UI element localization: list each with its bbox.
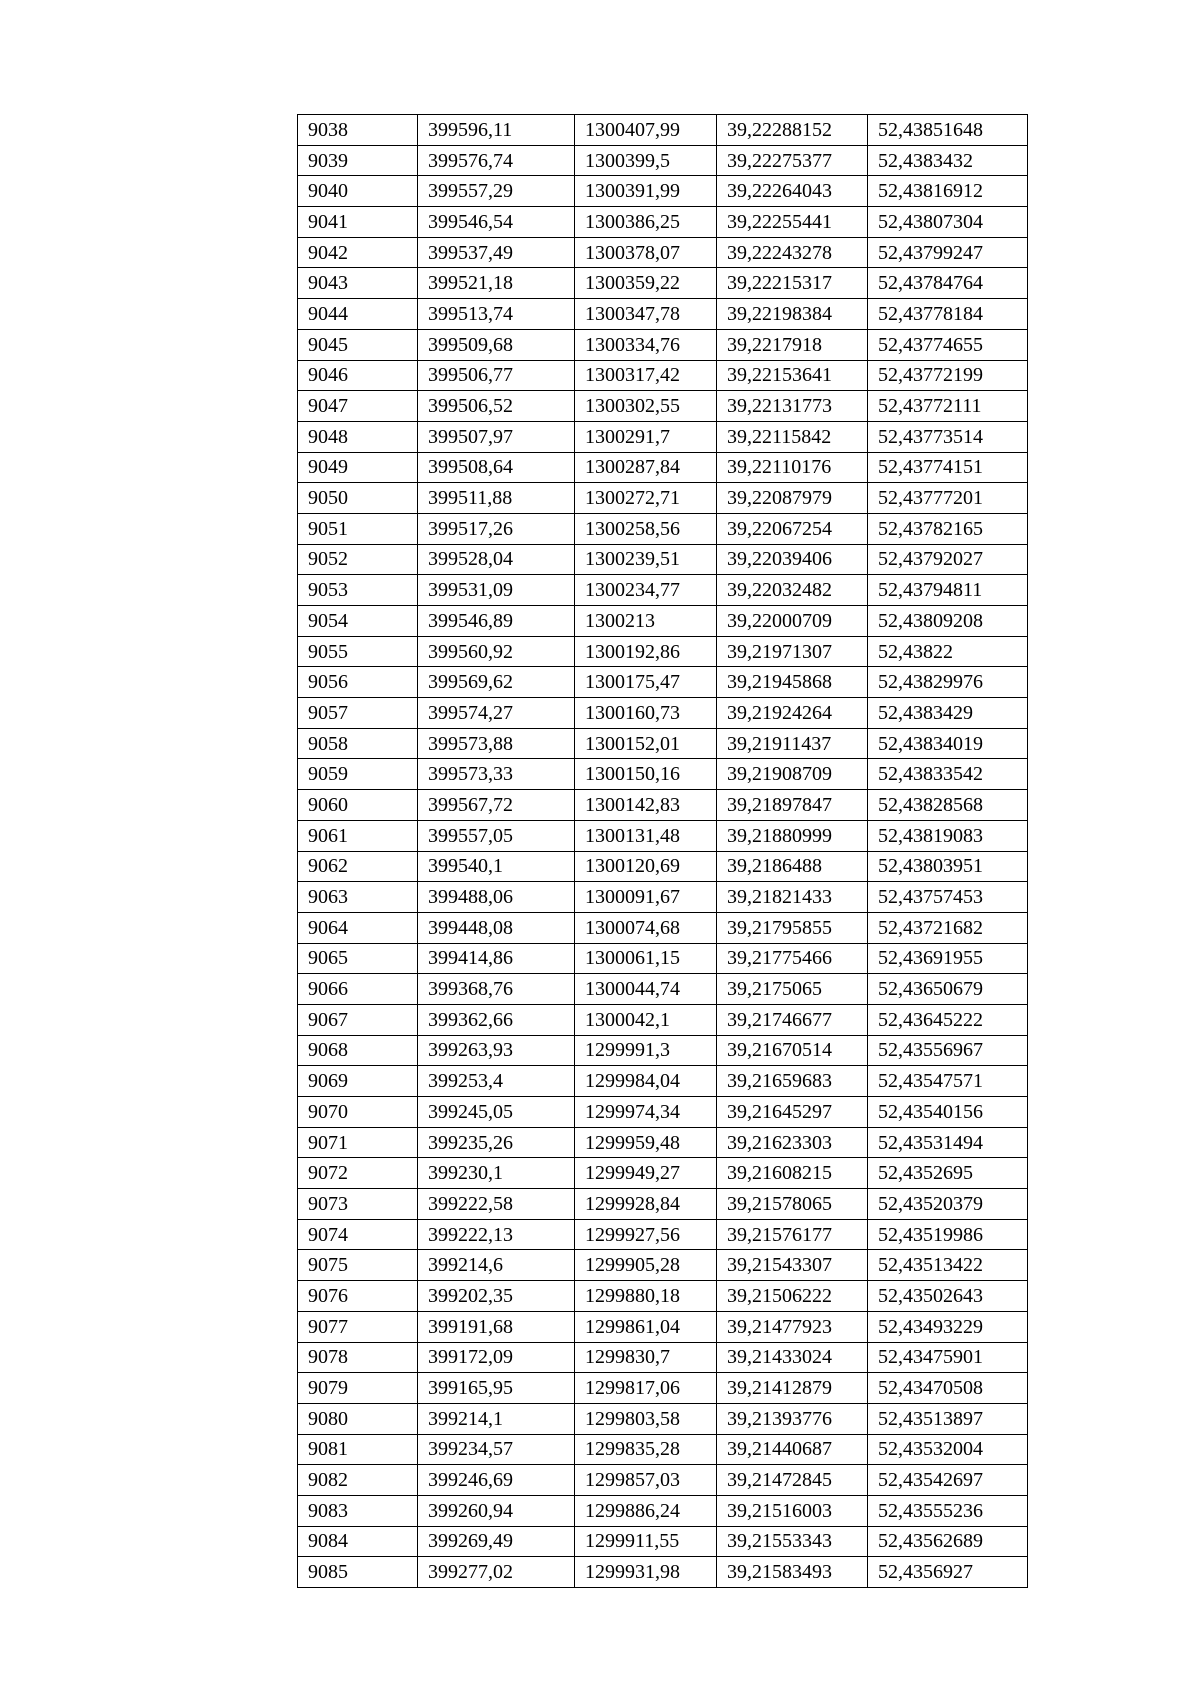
longitude-cell: 39,2186488 [717, 851, 868, 882]
longitude-cell: 39,21472845 [717, 1465, 868, 1496]
latitude-cell: 52,43470508 [868, 1373, 1028, 1404]
x-coordinate-cell: 399448,08 [418, 912, 575, 943]
x-coordinate-cell: 399596,11 [418, 115, 575, 146]
y-coordinate-cell: 1300150,16 [575, 759, 717, 790]
point-id-cell: 9073 [298, 1189, 418, 1220]
point-id-cell: 9054 [298, 606, 418, 637]
point-id-cell: 9077 [298, 1311, 418, 1342]
longitude-cell: 39,21775466 [717, 943, 868, 974]
longitude-cell: 39,22264043 [717, 176, 868, 207]
point-id-cell: 9049 [298, 452, 418, 483]
point-id-cell: 9053 [298, 575, 418, 606]
table-row [298, 790, 1028, 821]
longitude-cell: 39,21746677 [717, 1004, 868, 1035]
point-id-cell: 9078 [298, 1342, 418, 1373]
x-coordinate-cell: 399414,86 [418, 943, 575, 974]
coordinates-table-body [298, 115, 1028, 1588]
longitude-cell: 39,21433024 [717, 1342, 868, 1373]
latitude-cell: 52,43547571 [868, 1066, 1028, 1097]
y-coordinate-cell: 1299830,7 [575, 1342, 717, 1373]
x-coordinate-cell: 399165,95 [418, 1373, 575, 1404]
y-coordinate-cell: 1299880,18 [575, 1281, 717, 1312]
x-coordinate-cell: 399245,05 [418, 1097, 575, 1128]
x-coordinate-cell: 399263,93 [418, 1035, 575, 1066]
longitude-cell: 39,21795855 [717, 912, 868, 943]
table-row [298, 1434, 1028, 1465]
y-coordinate-cell: 1299886,24 [575, 1495, 717, 1526]
longitude-cell: 39,22215317 [717, 268, 868, 299]
latitude-cell: 52,43757453 [868, 882, 1028, 913]
point-id-cell: 9080 [298, 1403, 418, 1434]
table-row [298, 728, 1028, 759]
x-coordinate-cell: 399506,77 [418, 360, 575, 391]
latitude-cell: 52,43773514 [868, 421, 1028, 452]
point-id-cell: 9076 [298, 1281, 418, 1312]
latitude-cell: 52,43834019 [868, 728, 1028, 759]
x-coordinate-cell: 399528,04 [418, 544, 575, 575]
table-row [298, 1189, 1028, 1220]
table-row [298, 1403, 1028, 1434]
latitude-cell: 52,43794811 [868, 575, 1028, 606]
table-row [298, 1342, 1028, 1373]
x-coordinate-cell: 399488,06 [418, 882, 575, 913]
longitude-cell: 39,21623303 [717, 1127, 868, 1158]
y-coordinate-cell: 1300347,78 [575, 299, 717, 330]
y-coordinate-cell: 1300160,73 [575, 698, 717, 729]
longitude-cell: 39,22067254 [717, 513, 868, 544]
point-id-cell: 9039 [298, 145, 418, 176]
latitude-cell: 52,4356927 [868, 1557, 1028, 1588]
longitude-cell: 39,21440687 [717, 1434, 868, 1465]
table-row [298, 1526, 1028, 1557]
point-id-cell: 9055 [298, 636, 418, 667]
point-id-cell: 9057 [298, 698, 418, 729]
latitude-cell: 52,43650679 [868, 974, 1028, 1005]
latitude-cell: 52,43540156 [868, 1097, 1028, 1128]
point-id-cell: 9065 [298, 943, 418, 974]
table-row [298, 1127, 1028, 1158]
y-coordinate-cell: 1300120,69 [575, 851, 717, 882]
latitude-cell: 52,4383432 [868, 145, 1028, 176]
x-coordinate-cell: 399513,74 [418, 299, 575, 330]
x-coordinate-cell: 399573,33 [418, 759, 575, 790]
latitude-cell: 52,43645222 [868, 1004, 1028, 1035]
y-coordinate-cell: 1300272,71 [575, 483, 717, 514]
latitude-cell: 52,43542697 [868, 1465, 1028, 1496]
point-id-cell: 9062 [298, 851, 418, 882]
table-row [298, 176, 1028, 207]
y-coordinate-cell: 1300317,42 [575, 360, 717, 391]
point-id-cell: 9047 [298, 391, 418, 422]
y-coordinate-cell: 1299931,98 [575, 1557, 717, 1588]
latitude-cell: 52,43520379 [868, 1189, 1028, 1220]
point-id-cell: 9070 [298, 1097, 418, 1128]
x-coordinate-cell: 399260,94 [418, 1495, 575, 1526]
table-row [298, 1465, 1028, 1496]
longitude-cell: 39,21578065 [717, 1189, 868, 1220]
point-id-cell: 9069 [298, 1066, 418, 1097]
longitude-cell: 39,22039406 [717, 544, 868, 575]
latitude-cell: 52,43819083 [868, 820, 1028, 851]
longitude-cell: 39,22255441 [717, 207, 868, 238]
point-id-cell: 9045 [298, 329, 418, 360]
longitude-cell: 39,21516003 [717, 1495, 868, 1526]
longitude-cell: 39,22275377 [717, 145, 868, 176]
latitude-cell: 52,43502643 [868, 1281, 1028, 1312]
y-coordinate-cell: 1300213 [575, 606, 717, 637]
longitude-cell: 39,22198384 [717, 299, 868, 330]
table-row [298, 360, 1028, 391]
table-row [298, 1557, 1028, 1588]
x-coordinate-cell: 399507,97 [418, 421, 575, 452]
table-row [298, 1158, 1028, 1189]
x-coordinate-cell: 399253,4 [418, 1066, 575, 1097]
latitude-cell: 52,43782165 [868, 513, 1028, 544]
longitude-cell: 39,22087979 [717, 483, 868, 514]
x-coordinate-cell: 399506,52 [418, 391, 575, 422]
longitude-cell: 39,21945868 [717, 667, 868, 698]
table-row [298, 421, 1028, 452]
point-id-cell: 9050 [298, 483, 418, 514]
y-coordinate-cell: 1300175,47 [575, 667, 717, 698]
x-coordinate-cell: 399574,27 [418, 698, 575, 729]
longitude-cell: 39,21645297 [717, 1097, 868, 1128]
longitude-cell: 39,21897847 [717, 790, 868, 821]
latitude-cell: 52,43778184 [868, 299, 1028, 330]
table-row [298, 1250, 1028, 1281]
x-coordinate-cell: 399222,13 [418, 1219, 575, 1250]
table-row [298, 329, 1028, 360]
point-id-cell: 9038 [298, 115, 418, 146]
longitude-cell: 39,21971307 [717, 636, 868, 667]
x-coordinate-cell: 399537,49 [418, 237, 575, 268]
point-id-cell: 9063 [298, 882, 418, 913]
x-coordinate-cell: 399569,62 [418, 667, 575, 698]
y-coordinate-cell: 1300152,01 [575, 728, 717, 759]
point-id-cell: 9059 [298, 759, 418, 790]
y-coordinate-cell: 1300239,51 [575, 544, 717, 575]
table-row [298, 145, 1028, 176]
latitude-cell: 52,43531494 [868, 1127, 1028, 1158]
table-row [298, 237, 1028, 268]
point-id-cell: 9044 [298, 299, 418, 330]
y-coordinate-cell: 1299959,48 [575, 1127, 717, 1158]
x-coordinate-cell: 399191,68 [418, 1311, 575, 1342]
y-coordinate-cell: 1300074,68 [575, 912, 717, 943]
y-coordinate-cell: 1299949,27 [575, 1158, 717, 1189]
y-coordinate-cell: 1300399,5 [575, 145, 717, 176]
latitude-cell: 52,43833542 [868, 759, 1028, 790]
y-coordinate-cell: 1299974,34 [575, 1097, 717, 1128]
table-row [298, 115, 1028, 146]
longitude-cell: 39,22131773 [717, 391, 868, 422]
table-row [298, 452, 1028, 483]
point-id-cell: 9048 [298, 421, 418, 452]
x-coordinate-cell: 399540,1 [418, 851, 575, 882]
latitude-cell: 52,43772111 [868, 391, 1028, 422]
y-coordinate-cell: 1299928,84 [575, 1189, 717, 1220]
point-id-cell: 9067 [298, 1004, 418, 1035]
table-row [298, 1373, 1028, 1404]
table-row [298, 974, 1028, 1005]
table-row [298, 483, 1028, 514]
point-id-cell: 9083 [298, 1495, 418, 1526]
latitude-cell: 52,43562689 [868, 1526, 1028, 1557]
longitude-cell: 39,22153641 [717, 360, 868, 391]
latitude-cell: 52,43799247 [868, 237, 1028, 268]
latitude-cell: 52,43772199 [868, 360, 1028, 391]
y-coordinate-cell: 1299861,04 [575, 1311, 717, 1342]
point-id-cell: 9084 [298, 1526, 418, 1557]
point-id-cell: 9085 [298, 1557, 418, 1588]
longitude-cell: 39,21543307 [717, 1250, 868, 1281]
longitude-cell: 39,21412879 [717, 1373, 868, 1404]
y-coordinate-cell: 1300359,22 [575, 268, 717, 299]
latitude-cell: 52,43513422 [868, 1250, 1028, 1281]
x-coordinate-cell: 399202,35 [418, 1281, 575, 1312]
x-coordinate-cell: 399230,1 [418, 1158, 575, 1189]
longitude-cell: 39,22110176 [717, 452, 868, 483]
x-coordinate-cell: 399214,1 [418, 1403, 575, 1434]
x-coordinate-cell: 399511,88 [418, 483, 575, 514]
point-id-cell: 9061 [298, 820, 418, 851]
point-id-cell: 9081 [298, 1434, 418, 1465]
y-coordinate-cell: 1300334,76 [575, 329, 717, 360]
y-coordinate-cell: 1299927,56 [575, 1219, 717, 1250]
longitude-cell: 39,2175065 [717, 974, 868, 1005]
latitude-cell: 52,43475901 [868, 1342, 1028, 1373]
longitude-cell: 39,21911437 [717, 728, 868, 759]
y-coordinate-cell: 1299984,04 [575, 1066, 717, 1097]
y-coordinate-cell: 1299911,55 [575, 1526, 717, 1557]
point-id-cell: 9046 [298, 360, 418, 391]
x-coordinate-cell: 399246,69 [418, 1465, 575, 1496]
longitude-cell: 39,21393776 [717, 1403, 868, 1434]
table-row [298, 268, 1028, 299]
table-row [298, 575, 1028, 606]
coordinates-table [297, 114, 1028, 1588]
longitude-cell: 39,21608215 [717, 1158, 868, 1189]
x-coordinate-cell: 399368,76 [418, 974, 575, 1005]
point-id-cell: 9072 [298, 1158, 418, 1189]
x-coordinate-cell: 399362,66 [418, 1004, 575, 1035]
latitude-cell: 52,43816912 [868, 176, 1028, 207]
x-coordinate-cell: 399509,68 [418, 329, 575, 360]
latitude-cell: 52,43792027 [868, 544, 1028, 575]
longitude-cell: 39,2217918 [717, 329, 868, 360]
longitude-cell: 39,21553343 [717, 1526, 868, 1557]
longitude-cell: 39,22000709 [717, 606, 868, 637]
latitude-cell: 52,43555236 [868, 1495, 1028, 1526]
point-id-cell: 9042 [298, 237, 418, 268]
latitude-cell: 52,43777201 [868, 483, 1028, 514]
y-coordinate-cell: 1300044,74 [575, 974, 717, 1005]
x-coordinate-cell: 399172,09 [418, 1342, 575, 1373]
table-row [298, 1495, 1028, 1526]
y-coordinate-cell: 1300291,7 [575, 421, 717, 452]
longitude-cell: 39,21583493 [717, 1557, 868, 1588]
x-coordinate-cell: 399234,57 [418, 1434, 575, 1465]
y-coordinate-cell: 1300258,56 [575, 513, 717, 544]
table-row [298, 943, 1028, 974]
y-coordinate-cell: 1300091,67 [575, 882, 717, 913]
longitude-cell: 39,22243278 [717, 237, 868, 268]
x-coordinate-cell: 399546,89 [418, 606, 575, 637]
point-id-cell: 9074 [298, 1219, 418, 1250]
table-row [298, 820, 1028, 851]
table-row [298, 1311, 1028, 1342]
table-row [298, 299, 1028, 330]
table-row [298, 912, 1028, 943]
y-coordinate-cell: 1300386,25 [575, 207, 717, 238]
latitude-cell: 52,43822 [868, 636, 1028, 667]
point-id-cell: 9052 [298, 544, 418, 575]
y-coordinate-cell: 1300142,83 [575, 790, 717, 821]
latitude-cell: 52,43721682 [868, 912, 1028, 943]
x-coordinate-cell: 399214,6 [418, 1250, 575, 1281]
x-coordinate-cell: 399521,18 [418, 268, 575, 299]
longitude-cell: 39,21821433 [717, 882, 868, 913]
longitude-cell: 39,22032482 [717, 575, 868, 606]
y-coordinate-cell: 1300378,07 [575, 237, 717, 268]
latitude-cell: 52,4383429 [868, 698, 1028, 729]
x-coordinate-cell: 399235,26 [418, 1127, 575, 1158]
latitude-cell: 52,43513897 [868, 1403, 1028, 1434]
longitude-cell: 39,21477923 [717, 1311, 868, 1342]
y-coordinate-cell: 1299835,28 [575, 1434, 717, 1465]
x-coordinate-cell: 399222,58 [418, 1189, 575, 1220]
longitude-cell: 39,21659683 [717, 1066, 868, 1097]
table-row [298, 1035, 1028, 1066]
table-row [298, 759, 1028, 790]
table-row [298, 1281, 1028, 1312]
longitude-cell: 39,21576177 [717, 1219, 868, 1250]
y-coordinate-cell: 1299905,28 [575, 1250, 717, 1281]
point-id-cell: 9082 [298, 1465, 418, 1496]
table-row [298, 698, 1028, 729]
longitude-cell: 39,21506222 [717, 1281, 868, 1312]
table-row [298, 606, 1028, 637]
point-id-cell: 9056 [298, 667, 418, 698]
latitude-cell: 52,43807304 [868, 207, 1028, 238]
x-coordinate-cell: 399557,29 [418, 176, 575, 207]
point-id-cell: 9066 [298, 974, 418, 1005]
point-id-cell: 9043 [298, 268, 418, 299]
latitude-cell: 52,43532004 [868, 1434, 1028, 1465]
table-row [298, 1219, 1028, 1250]
y-coordinate-cell: 1300407,99 [575, 115, 717, 146]
latitude-cell: 52,43691955 [868, 943, 1028, 974]
longitude-cell: 39,22288152 [717, 115, 868, 146]
y-coordinate-cell: 1300131,48 [575, 820, 717, 851]
latitude-cell: 52,43828568 [868, 790, 1028, 821]
point-id-cell: 9051 [298, 513, 418, 544]
table-row [298, 544, 1028, 575]
x-coordinate-cell: 399573,88 [418, 728, 575, 759]
latitude-cell: 52,43809208 [868, 606, 1028, 637]
point-id-cell: 9064 [298, 912, 418, 943]
longitude-cell: 39,21670514 [717, 1035, 868, 1066]
table-row [298, 391, 1028, 422]
y-coordinate-cell: 1300061,15 [575, 943, 717, 974]
table-row [298, 851, 1028, 882]
table-row [298, 513, 1028, 544]
table-row [298, 667, 1028, 698]
y-coordinate-cell: 1299817,06 [575, 1373, 717, 1404]
x-coordinate-cell: 399546,54 [418, 207, 575, 238]
latitude-cell: 52,43829976 [868, 667, 1028, 698]
latitude-cell: 52,43774151 [868, 452, 1028, 483]
y-coordinate-cell: 1299991,3 [575, 1035, 717, 1066]
latitude-cell: 52,4352695 [868, 1158, 1028, 1189]
point-id-cell: 9071 [298, 1127, 418, 1158]
point-id-cell: 9075 [298, 1250, 418, 1281]
latitude-cell: 52,43803951 [868, 851, 1028, 882]
x-coordinate-cell: 399557,05 [418, 820, 575, 851]
longitude-cell: 39,22115842 [717, 421, 868, 452]
latitude-cell: 52,43519986 [868, 1219, 1028, 1250]
x-coordinate-cell: 399517,26 [418, 513, 575, 544]
y-coordinate-cell: 1300391,99 [575, 176, 717, 207]
y-coordinate-cell: 1300234,77 [575, 575, 717, 606]
x-coordinate-cell: 399567,72 [418, 790, 575, 821]
y-coordinate-cell: 1299857,03 [575, 1465, 717, 1496]
latitude-cell: 52,43556967 [868, 1035, 1028, 1066]
point-id-cell: 9060 [298, 790, 418, 821]
point-id-cell: 9058 [298, 728, 418, 759]
latitude-cell: 52,43784764 [868, 268, 1028, 299]
y-coordinate-cell: 1300287,84 [575, 452, 717, 483]
table-row [298, 1066, 1028, 1097]
longitude-cell: 39,21908709 [717, 759, 868, 790]
x-coordinate-cell: 399277,02 [418, 1557, 575, 1588]
point-id-cell: 9041 [298, 207, 418, 238]
x-coordinate-cell: 399576,74 [418, 145, 575, 176]
latitude-cell: 52,43493229 [868, 1311, 1028, 1342]
point-id-cell: 9040 [298, 176, 418, 207]
table-row [298, 1097, 1028, 1128]
longitude-cell: 39,21880999 [717, 820, 868, 851]
latitude-cell: 52,43851648 [868, 115, 1028, 146]
y-coordinate-cell: 1300042,1 [575, 1004, 717, 1035]
x-coordinate-cell: 399560,92 [418, 636, 575, 667]
y-coordinate-cell: 1300192,86 [575, 636, 717, 667]
y-coordinate-cell: 1299803,58 [575, 1403, 717, 1434]
table-row [298, 1004, 1028, 1035]
point-id-cell: 9068 [298, 1035, 418, 1066]
table-row [298, 636, 1028, 667]
table-row [298, 207, 1028, 238]
point-id-cell: 9079 [298, 1373, 418, 1404]
latitude-cell: 52,43774655 [868, 329, 1028, 360]
x-coordinate-cell: 399269,49 [418, 1526, 575, 1557]
x-coordinate-cell: 399508,64 [418, 452, 575, 483]
y-coordinate-cell: 1300302,55 [575, 391, 717, 422]
longitude-cell: 39,21924264 [717, 698, 868, 729]
table-row [298, 882, 1028, 913]
x-coordinate-cell: 399531,09 [418, 575, 575, 606]
